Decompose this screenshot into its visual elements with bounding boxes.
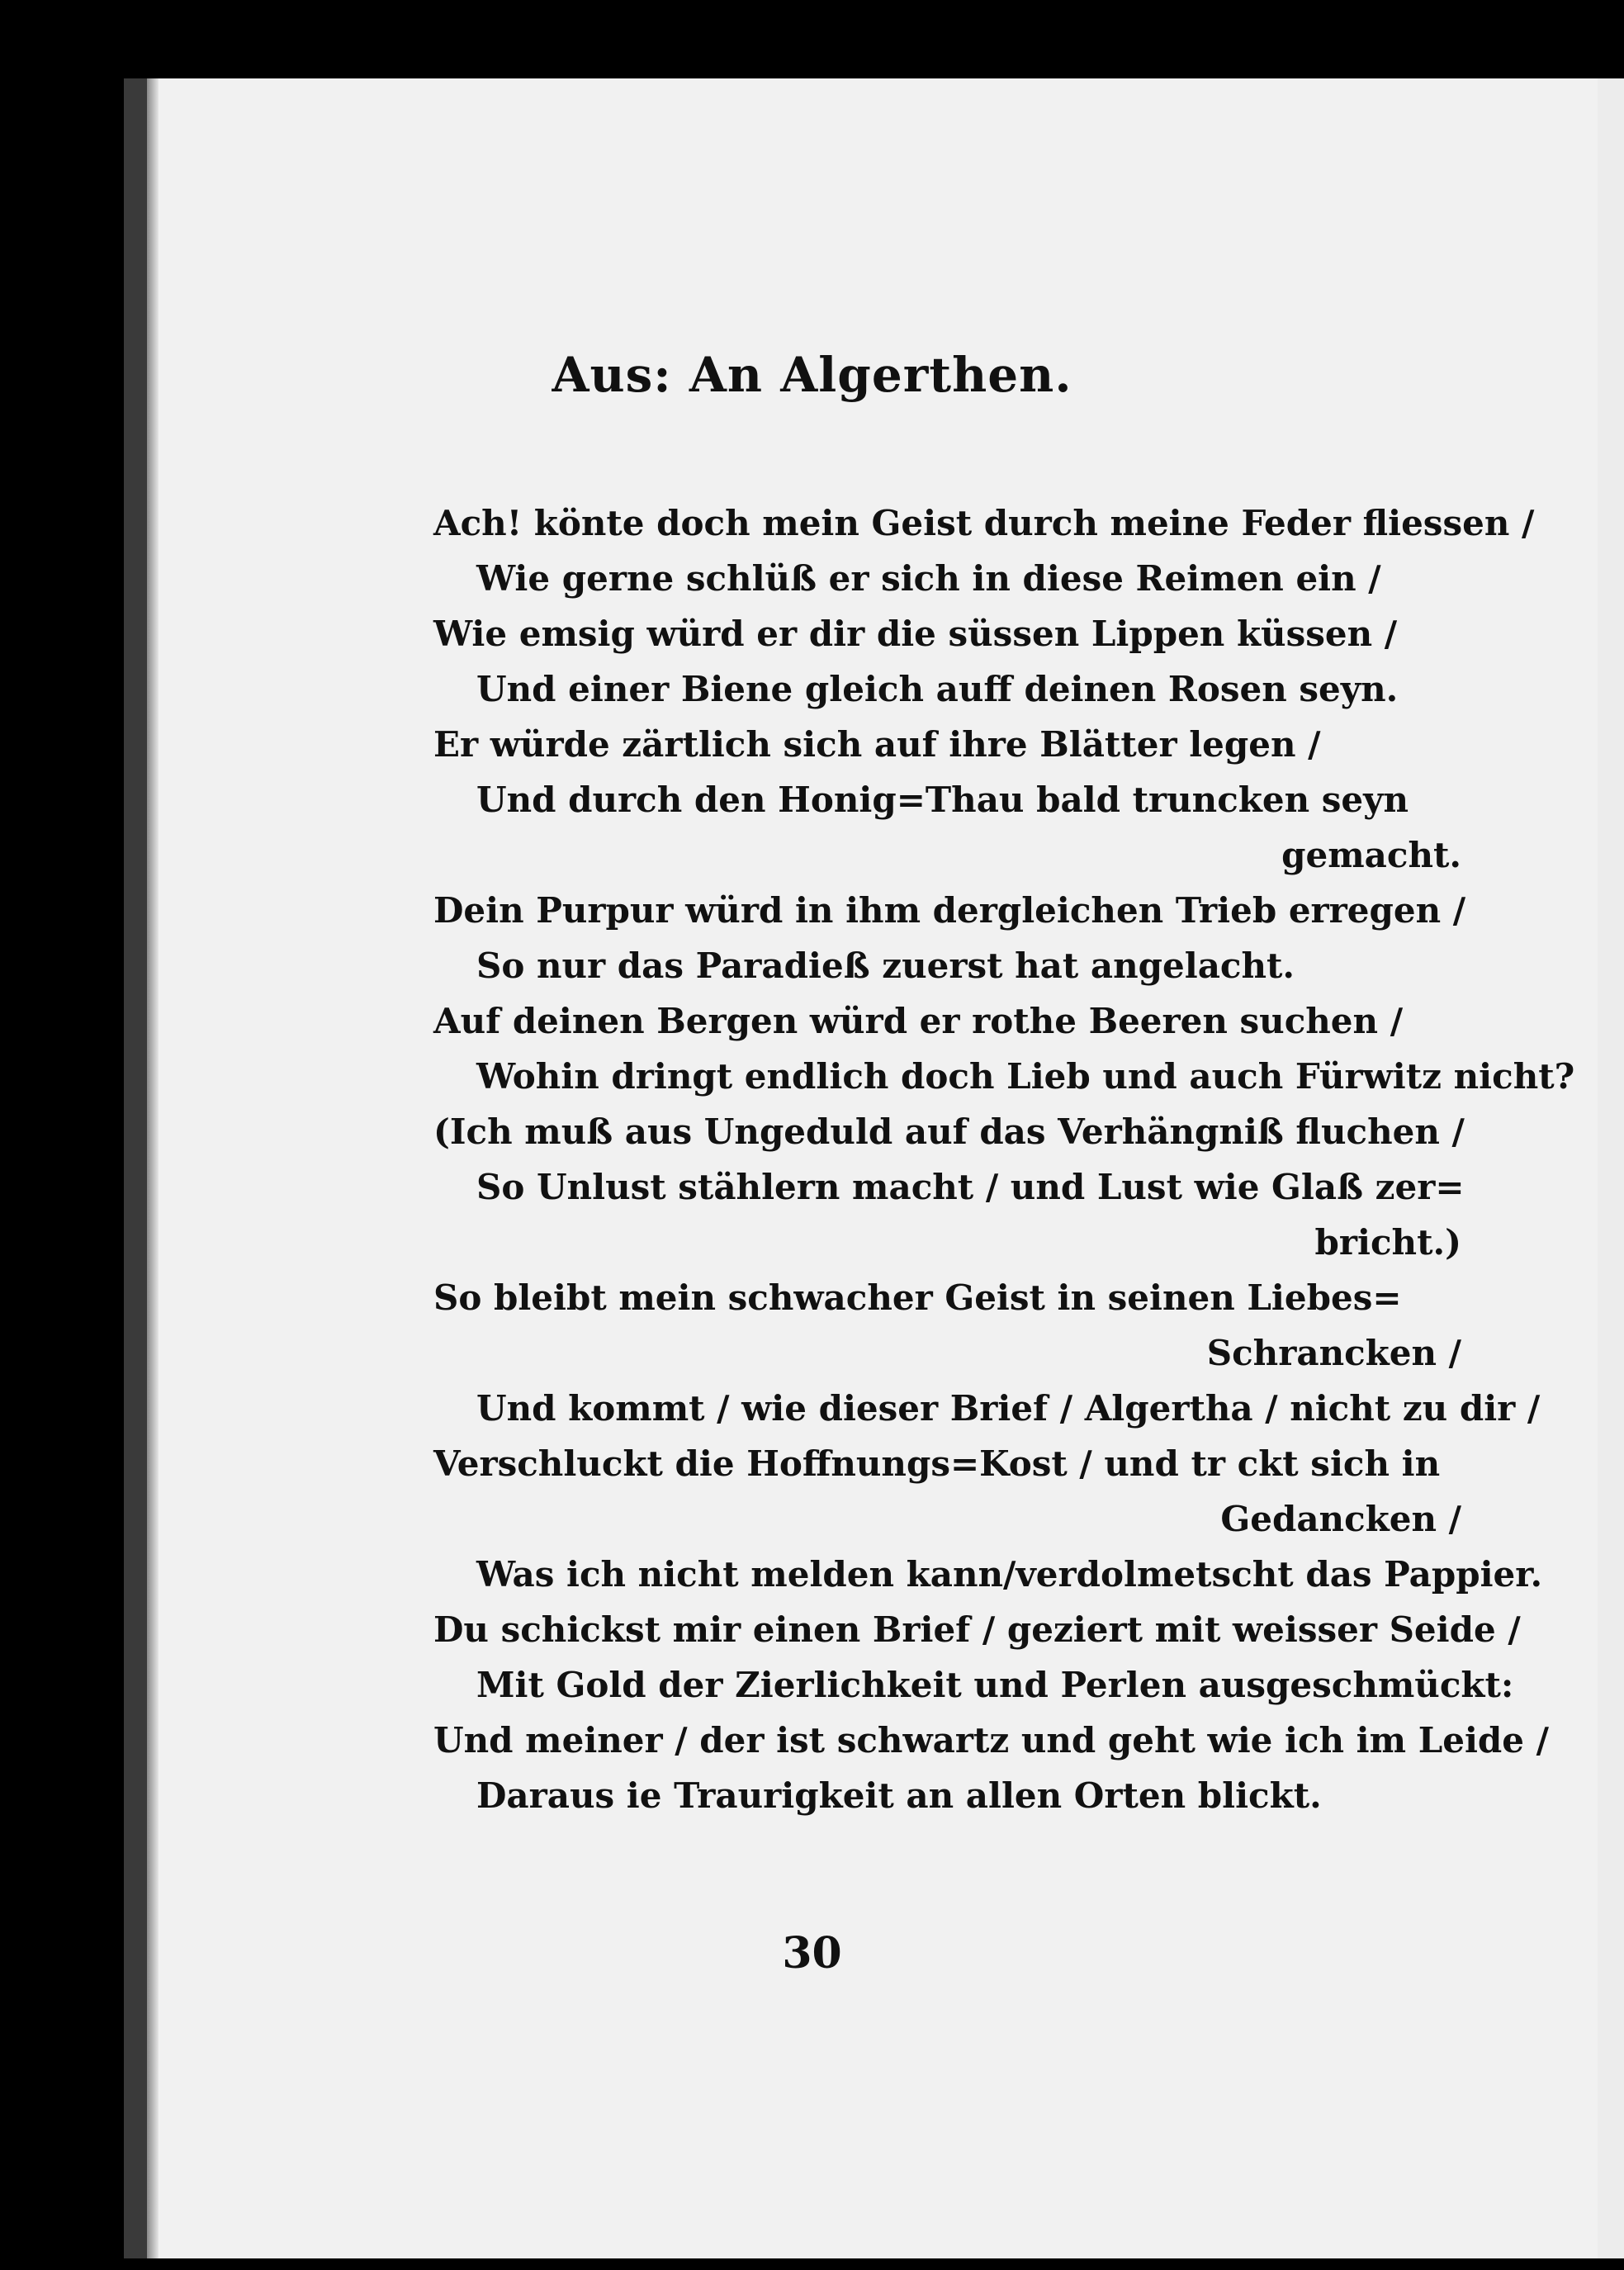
- poem-line: Schrancken /: [1206, 1333, 1461, 1373]
- poem-line: Gedancken /: [1220, 1499, 1461, 1539]
- poem-line: Und durch den Honig=Thau bald truncken seyn: [476, 780, 1409, 820]
- poem-line: Verschluckt die Hoffnungs=Kost / und tr ckt sich in: [433, 1443, 1441, 1484]
- poem-line: Und einer Biene gleich auff deinen Rosen seyn.: [476, 669, 1399, 709]
- poem-line: Was ich nicht melden kann/verdolmetscht das Pappier.: [476, 1554, 1543, 1595]
- poem-line: Wie emsig würd er dir die süssen Lippen küssen /: [433, 614, 1398, 654]
- poem-body: [433, 495, 1575, 1823]
- poem-line: So bleibt mein schwacher Geist in seinen Liebes=: [433, 1277, 1402, 1318]
- poem-line: gemacht.: [1281, 835, 1461, 875]
- poem-line: Und kommt / wie dieser Brief / Algertha / nicht zu dir /: [476, 1388, 1541, 1429]
- poem-line: Und meiner / der ist schwartz und geht wie ich im Leide /: [433, 1720, 1549, 1761]
- page-number: 30: [782, 1928, 842, 1979]
- poem-line: bricht.): [1314, 1222, 1461, 1263]
- poem-line: Dein Purpur würd in ihm dergleichen Trieb erregen /: [433, 890, 1466, 931]
- poem-line: Mit Gold der Zierlichkeit und Perlen ausgeschmückt:: [476, 1665, 1514, 1705]
- poem-title: Aus: An Algerthen.: [552, 347, 1072, 403]
- poem-line: Wie gerne schlüß er sich in diese Reimen ein /: [476, 558, 1381, 599]
- poem-line: Er würde zärtlich sich auf ihre Blätter legen /: [433, 724, 1321, 765]
- poem-line: Daraus ie Traurigkeit an allen Orten blickt.: [476, 1775, 1322, 1816]
- poem-line: So nur das Paradieß zuerst hat angelacht.: [476, 945, 1295, 986]
- poem-line: Ach! könte doch mein Geist durch meine Feder fliessen /: [433, 503, 1535, 543]
- poem-line: Wohin dringt endlich doch Lieb und auch Fürwitz nicht?: [476, 1056, 1575, 1097]
- poem-line: Auf deinen Bergen würd er rothe Beeren suchen /: [433, 1001, 1404, 1041]
- poem-line: (Ich muß aus Ungeduld auf das Verhängniß fluchen /: [433, 1111, 1465, 1152]
- poem-line: Du schickst mir einen Brief / geziert mit weisser Seide /: [433, 1609, 1521, 1650]
- poem-line: So Unlust stählern macht / und Lust wie Glaß zer=: [476, 1167, 1465, 1207]
